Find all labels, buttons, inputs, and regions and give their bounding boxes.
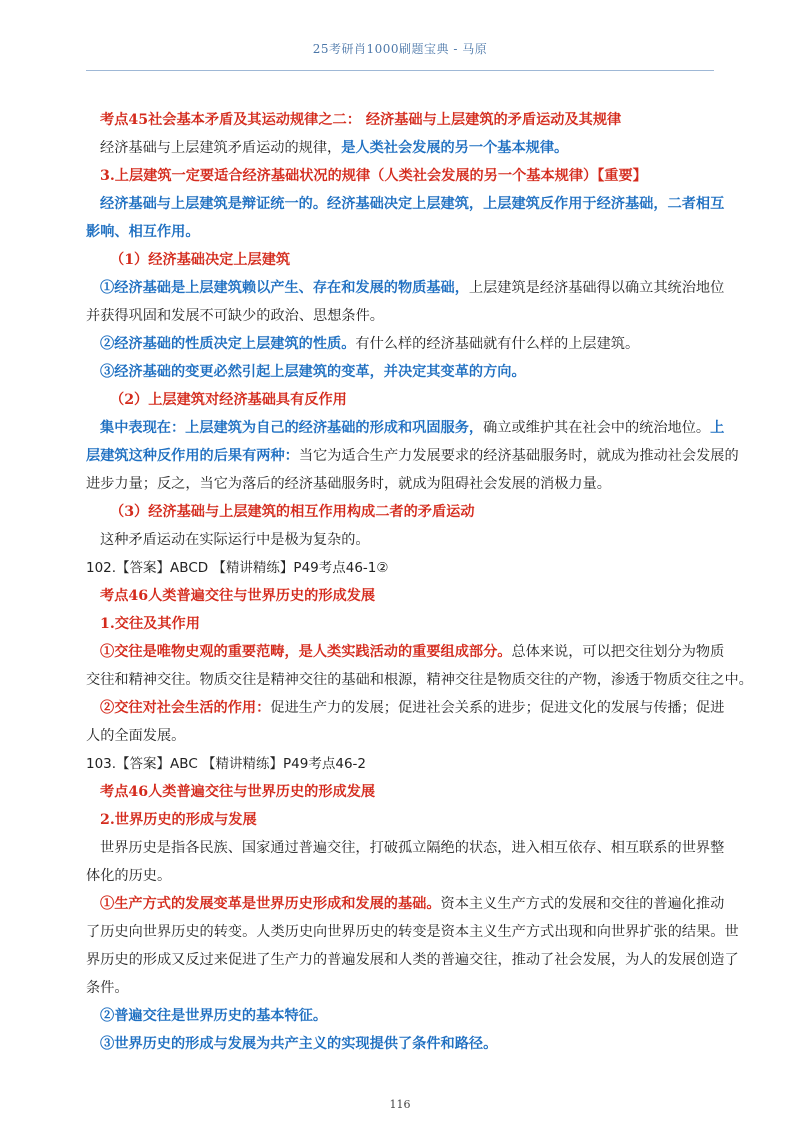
point-1-line-1 (100, 278, 730, 298)
text-emphasis: 集中表现在：上层建筑为自己的经济基础的形成和巩固服务， (100, 420, 484, 436)
paragraph-law-statement (100, 138, 730, 158)
text-normal: 有什么样的经济基础就有什么样的上层建筑。 (355, 336, 640, 352)
point-3-line: ③经济基础的变更必然引起上层建筑的变革，并决定其变革的方向。 (100, 364, 526, 380)
production-line-1 (100, 894, 730, 914)
section-2-heading: 2.世界历史的形成与发展 (100, 812, 257, 828)
text-emphasis: 是人类社会发展的另一个基本规律。 (341, 140, 569, 156)
text-normal: 促进生产力的发展；促进社会关系的进步；促进文化的发展与传播；促进 (270, 700, 725, 716)
text-emphasis: ①经济基础是上层建筑赖以产生、存在和发展的物质基础， (100, 280, 469, 296)
communism-path-line: ③世界历史的形成与发展为共产主义的实现提供了条件和路径。 (100, 1036, 498, 1052)
intercourse-role-line-2: 人的全面发展。 (86, 728, 186, 744)
section-1-heading: 1.交往及其作用 (100, 616, 200, 632)
production-line-2: 了历史向世界历史的转变。人类历史向世界历史的转变是资本主义生产方式出现和向世界扩张的结果。世 (86, 924, 739, 940)
text-emphasis: ②交往对社会生活的作用： (100, 700, 271, 716)
intercourse-line-1 (100, 642, 730, 662)
text-normal: 总体来说，可以把交往划分为物质 (511, 644, 725, 660)
text-emphasis: ①生产方式的发展变革是世界历史形成和发展的基础。 (100, 896, 441, 912)
intercourse-role-line-1 (100, 698, 730, 718)
subsection-2-heading: （2）上层建筑对经济基础具有反作用 (110, 392, 347, 408)
text-emphasis: ①交往是唯物史观的重要范畴，是人类实践活动的重要组成部分。 (100, 644, 512, 660)
basic-feature-line: ②普遍交往是世界历史的基本特征。 (100, 1008, 328, 1024)
header-rule (86, 70, 714, 71)
text-normal: 确立或维护其在社会中的统治地位。 (483, 420, 711, 436)
section-3-heading: 3.上层建筑一定要适合经济基础状况的规律（人类社会发展的另一个基本规律）【重要】 (100, 168, 647, 184)
world-history-line-2: 体化的历史。 (86, 868, 172, 884)
answer-102: 102.【答案】ABCD 【精讲精练】P49考点46-1② (86, 560, 389, 576)
reaction-line-1 (100, 418, 730, 438)
point-1-line-2: 并获得巩固和发展不可缺少的政治、思想条件。 (86, 308, 384, 324)
topic-46-heading-b: 考点46人类普遍交往与世界历史的形成发展 (100, 784, 376, 800)
reaction-line-2 (86, 446, 739, 466)
topic-45-heading: 考点45社会基本矛盾及其运动规律之二： 经济基础与上层建筑的矛盾运动及其规律 (100, 112, 622, 128)
dialectic-unity-line-1: 经济基础与上层建筑是辩证统一的。经济基础决定上层建筑，上层建筑反作用于经济基础，二者相互 (100, 196, 725, 212)
running-header: 25考研肖1000刷题宝典 - 马原 (312, 42, 488, 56)
production-line-4: 条件。 (86, 980, 129, 996)
text-emphasis: ②经济基础的性质决定上层建筑的性质。 (100, 336, 356, 352)
subsection-3-heading: （3）经济基础与上层建筑的相互作用构成二者的矛盾运动 (110, 504, 475, 520)
text-normal: 上层建筑是经济基础得以确立其统治地位 (468, 280, 725, 296)
subsection-1-heading: （1）经济基础决定上层建筑 (110, 252, 291, 268)
reaction-line-3: 进步力量；反之，当它为落后的经济基础服务时，就成为阻碍社会发展的消极力量。 (86, 476, 611, 492)
point-2-line (100, 334, 730, 354)
production-line-3: 界历史的形成又反过来促进了生产力的普遍发展和人类的普遍交往，推动了社会发展，为人的发展创造了 (86, 952, 739, 968)
complexity-line: 这种矛盾运动在实际运行中是极为复杂的。 (100, 532, 370, 548)
text-normal: 资本主义生产方式的发展和交往的普遍化推动 (440, 896, 725, 912)
world-history-line-1: 世界历史是指各民族、国家通过普遍交往，打破孤立隔绝的状态，进入相互依存、相互联系的世界整 (100, 840, 725, 856)
topic-46-heading-a: 考点46人类普遍交往与世界历史的形成发展 (100, 588, 376, 604)
answer-103: 103.【答案】ABC 【精讲精练】P49考点46-2 (86, 756, 366, 772)
text-normal: 经济基础与上层建筑矛盾运动的规律， (100, 140, 342, 156)
text-normal: 当它为适合生产力发展要求的经济基础服务时，就成为推动社会发展的 (298, 448, 739, 464)
text-emphasis: 层建筑这种反作用的后果有两种： (86, 448, 299, 464)
intercourse-line-2: 交往和精神交往。物质交往是精神交往的基础和根源，精神交往是物质交往的产物，渗透于物质交往之中。 (86, 672, 753, 688)
dialectic-unity-line-2 (86, 222, 716, 242)
text-emphasis: 影响、相互作用。 (86, 224, 200, 240)
text-emphasis: 上 (710, 420, 725, 436)
page-number: 116 (389, 1098, 411, 1111)
